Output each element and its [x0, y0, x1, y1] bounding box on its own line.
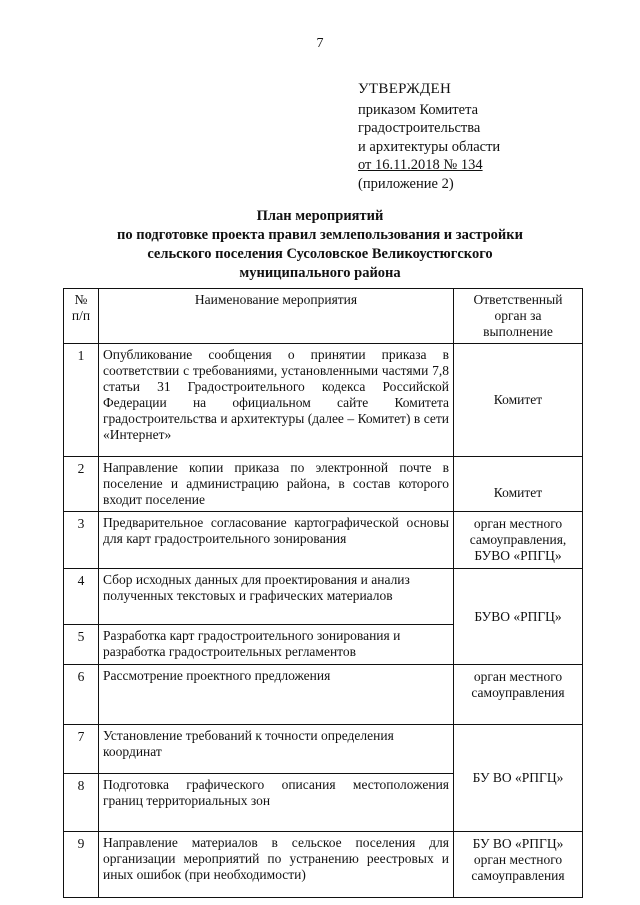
table-row	[64, 725, 583, 774]
approval-appendix: (приложение 2)	[358, 175, 454, 192]
header-number: № п/п	[64, 289, 99, 344]
responsible-body: БУ ВО «РПГЦ»	[454, 725, 583, 832]
table-row	[64, 832, 583, 898]
responsible-body: орган местного самоуправления, БУВО «РПГЦ»	[454, 512, 583, 569]
row-number: 6	[64, 665, 99, 725]
activities-table	[63, 288, 583, 898]
approval-line: приказом Комитета	[358, 101, 479, 118]
activity-name: Опубликование сообщения о принятии приказа в соответствии с требованиями, установленными частями 7,8 статьи 31 Градостроительного кодекса Российской Федерации на официальном сайте Комитета градостроительства и архитектуры (далее – Комитет) в сети «Интернет»	[99, 344, 454, 457]
table-row	[64, 665, 583, 725]
table-header-row	[64, 289, 583, 344]
title-line: сельского поселения Сусоловское Великоустюгского	[147, 246, 493, 262]
approval-line: и архитектуры области	[358, 138, 501, 155]
activity-name: Разработка карт градостроительного зонирования и разработка градостроительных регламентов	[99, 625, 454, 665]
approval-date-number: от 16.11.2018 № 134	[358, 157, 483, 173]
approval-heading: УТВЕРЖДЕН	[358, 81, 452, 97]
header-responsible: Ответственный орган за выполнение	[454, 289, 583, 344]
responsible-body: БУ ВО «РПГЦ» орган местного самоуправления	[454, 832, 583, 898]
responsible-body: Комитет	[454, 344, 583, 457]
row-number: 5	[64, 625, 99, 665]
document-title	[0, 207, 640, 283]
table-row	[64, 569, 583, 625]
table-row	[64, 344, 583, 457]
activity-name: Установление требований к точности определения координат	[99, 725, 454, 774]
activity-name: Направление копии приказа по электронной почте в поселение и администрацию района, в состав которого входит поселение	[99, 457, 454, 512]
row-number: 1	[64, 344, 99, 457]
activity-name: Сбор исходных данных для проектирования и анализ полученных текстовых и графических материалов	[99, 569, 454, 625]
table-row	[64, 512, 583, 569]
row-number: 9	[64, 832, 99, 898]
activity-name: Направление материалов в сельское поселения для организации мероприятий по устранению реестровых и иных ошибок (при необходимости)	[99, 832, 454, 898]
activity-name: Предварительное согласование картографической основы для карт градостроительного зонирования	[99, 512, 454, 569]
approval-block	[358, 80, 500, 193]
activity-name: Рассмотрение проектного предложения	[99, 665, 454, 725]
row-number: 3	[64, 512, 99, 569]
responsible-body: Комитет	[454, 457, 583, 512]
page-number: 7	[316, 36, 324, 51]
row-number: 4	[64, 569, 99, 625]
header-activity-name: Наименование мероприятия	[99, 289, 454, 344]
row-number: 7	[64, 725, 99, 774]
table-row	[64, 457, 583, 512]
title-line: по подготовке проекта правил землепользования и застройки	[117, 227, 523, 243]
responsible-body: БУВО «РПГЦ»	[454, 569, 583, 665]
activity-name: Подготовка графического описания местоположения границ территориальных зон	[99, 774, 454, 832]
row-number: 2	[64, 457, 99, 512]
row-number: 8	[64, 774, 99, 832]
responsible-body: орган местного самоуправления	[454, 665, 583, 725]
approval-line: градостроительства	[358, 120, 481, 136]
title-line: План мероприятий	[256, 208, 384, 224]
title-line: муниципального района	[239, 265, 401, 281]
